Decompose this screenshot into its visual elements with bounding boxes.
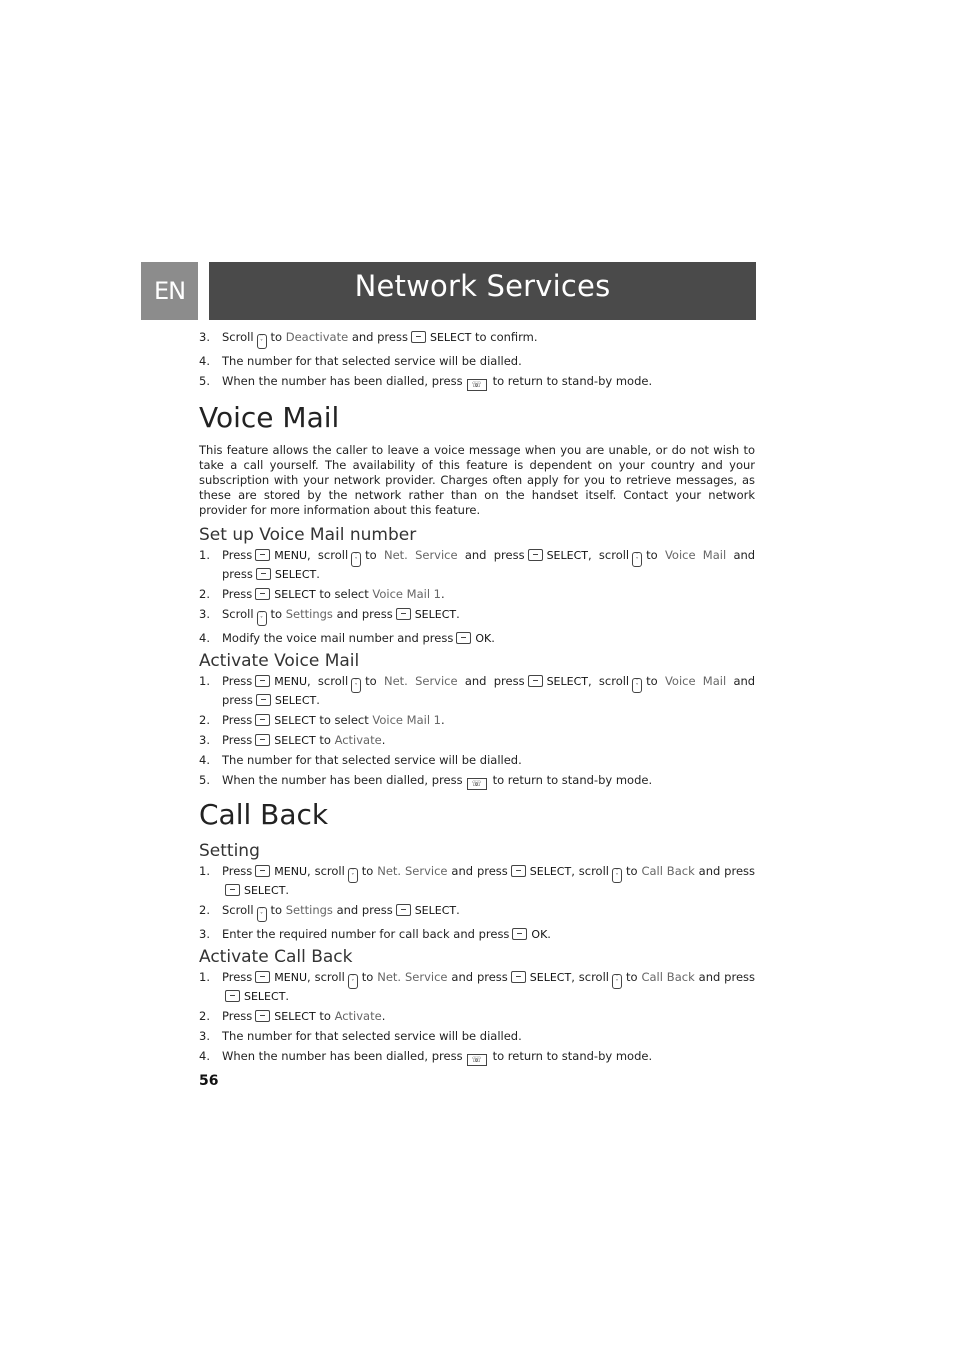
- list-item: 1. Press MENU, scroll ˄ ˅ to Net. Service and press SELECT, scroll ˄ ˅ to Voice Mail and press SELECT.: [199, 548, 756, 581]
- softkey-icon: [255, 734, 270, 746]
- softkey-icon: [255, 865, 270, 877]
- activate-voice-mail-heading: Activate Voice Mail: [199, 651, 360, 671]
- scroll-key-icon: ˄ ˅: [632, 678, 642, 693]
- softkey-icon: [225, 990, 240, 1002]
- list-item: 3. Scroll ˄ ˅ to Settings and press SELECT.: [199, 607, 755, 626]
- list-item: 2. Scroll ˄ ˅ to Settings and press SELECT.: [199, 903, 755, 922]
- softkey-icon: [411, 331, 426, 343]
- softkey-icon: [528, 549, 543, 561]
- list-item: 4. The number for that selected service will be dialled.: [199, 354, 522, 368]
- scroll-key-icon: ˄ ˅: [351, 678, 361, 693]
- softkey-icon: [255, 588, 270, 600]
- setup-voice-mail-heading: Set up Voice Mail number: [199, 525, 417, 545]
- list-item: 3. The number for that selected service will be dialled.: [199, 1029, 522, 1043]
- list-item: 4. The number for that selected service will be dialled.: [199, 753, 522, 767]
- intro-steps: [199, 330, 755, 391]
- scroll-key-icon: ˄ ˅: [632, 552, 642, 567]
- list-item: 4. Modify the voice mail number and press OK.: [199, 631, 495, 645]
- setup-voice-mail-steps: [199, 548, 755, 646]
- softkey-icon: [456, 632, 471, 644]
- language-tab: EN: [141, 262, 198, 320]
- scroll-key-icon: ˄ ˅: [612, 868, 622, 883]
- list-item: 3. Scroll ˄ ˅ to Deactivate and press SELECT to confirm.: [199, 330, 755, 349]
- scroll-key-icon: ˄ ˅: [257, 334, 267, 349]
- softkey-icon: [511, 865, 526, 877]
- list-item: 1. Press MENU, scroll ˄ ˅ to Net. Service and press SELECT, scroll ˄ ˅ to Voice Mail and press SELECT.: [199, 674, 756, 707]
- setting-heading: Setting: [199, 841, 260, 861]
- softkey-icon: [255, 549, 270, 561]
- softkey-icon: [396, 904, 411, 916]
- page-title: Network Services: [354, 269, 611, 303]
- activate-call-back-steps: [199, 970, 755, 1066]
- softkey-icon: [256, 568, 271, 580]
- activate-call-back-heading: Activate Call Back: [199, 947, 353, 967]
- voice-mail-heading: Voice Mail: [199, 401, 340, 434]
- list-item: 1. Press MENU, scroll ˄ ˅ to Net. Service and press SELECT, scroll ˄ ˅ to Call Back and pressSELECT.: [199, 864, 756, 897]
- voice-mail-paragraph: This feature allows the caller to leave a voice message when you are unable, or do not wish to take a call yourself. The availability of this feature is dependent on your country and your subscription with your network provider. Charges often apply for you to retrieve messages, as these are stored by the network rather than on the handset itself. Contact your network provider for more information about this feature.: [199, 443, 755, 517]
- end-call-key-icon: ☏: [467, 1054, 487, 1066]
- list-item: 2. Press SELECT to select Voice Mail 1.: [199, 713, 445, 727]
- softkey-icon: [528, 675, 543, 687]
- call-back-setting-steps: [199, 864, 755, 942]
- softkey-icon: [225, 884, 240, 896]
- scroll-key-icon: ˄ ˅: [257, 907, 267, 922]
- softkey-icon: [512, 928, 527, 940]
- page-number: 56: [199, 1073, 219, 1089]
- softkey-icon: [255, 971, 270, 983]
- call-back-heading: Call Back: [199, 798, 329, 831]
- main-content: [199, 326, 755, 1071]
- scroll-key-icon: ˄ ˅: [257, 611, 267, 626]
- scroll-key-icon: ˄ ˅: [351, 552, 361, 567]
- list-item: 5. When the number has been dialled, press ☏ to return to stand-by mode.: [199, 773, 653, 788]
- softkey-icon: [396, 608, 411, 620]
- list-item: 4. When the number has been dialled, press ☏ to return to stand-by mode.: [199, 1049, 653, 1064]
- end-call-key-icon: ☏: [467, 778, 487, 790]
- softkey-icon: [255, 1010, 270, 1022]
- list-item: 2. Press SELECT to Activate.: [199, 1009, 386, 1023]
- softkey-icon: [256, 694, 271, 706]
- list-item: 3. Enter the required number for call back and press OK.: [199, 927, 551, 941]
- softkey-icon: [255, 714, 270, 726]
- scroll-key-icon: ˄ ˅: [348, 868, 358, 883]
- activate-voice-mail-steps: [199, 674, 755, 790]
- end-call-key-icon: ☏: [467, 379, 487, 391]
- scroll-key-icon: ˄ ˅: [612, 974, 622, 989]
- scroll-key-icon: ˄ ˅: [348, 974, 358, 989]
- softkey-icon: [255, 675, 270, 687]
- softkey-icon: [511, 971, 526, 983]
- list-item: 5. When the number has been dialled, press ☏ to return to stand-by mode.: [199, 374, 653, 389]
- title-bar: [209, 262, 756, 320]
- list-item: 3. Press SELECT to Activate.: [199, 733, 386, 747]
- list-item: 1. Press MENU, scroll ˄ ˅ to Net. Service and press SELECT, scroll ˄ ˅ to Call Back and pressSELECT.: [199, 970, 756, 1003]
- list-item: 2. Press SELECT to select Voice Mail 1.: [199, 587, 445, 601]
